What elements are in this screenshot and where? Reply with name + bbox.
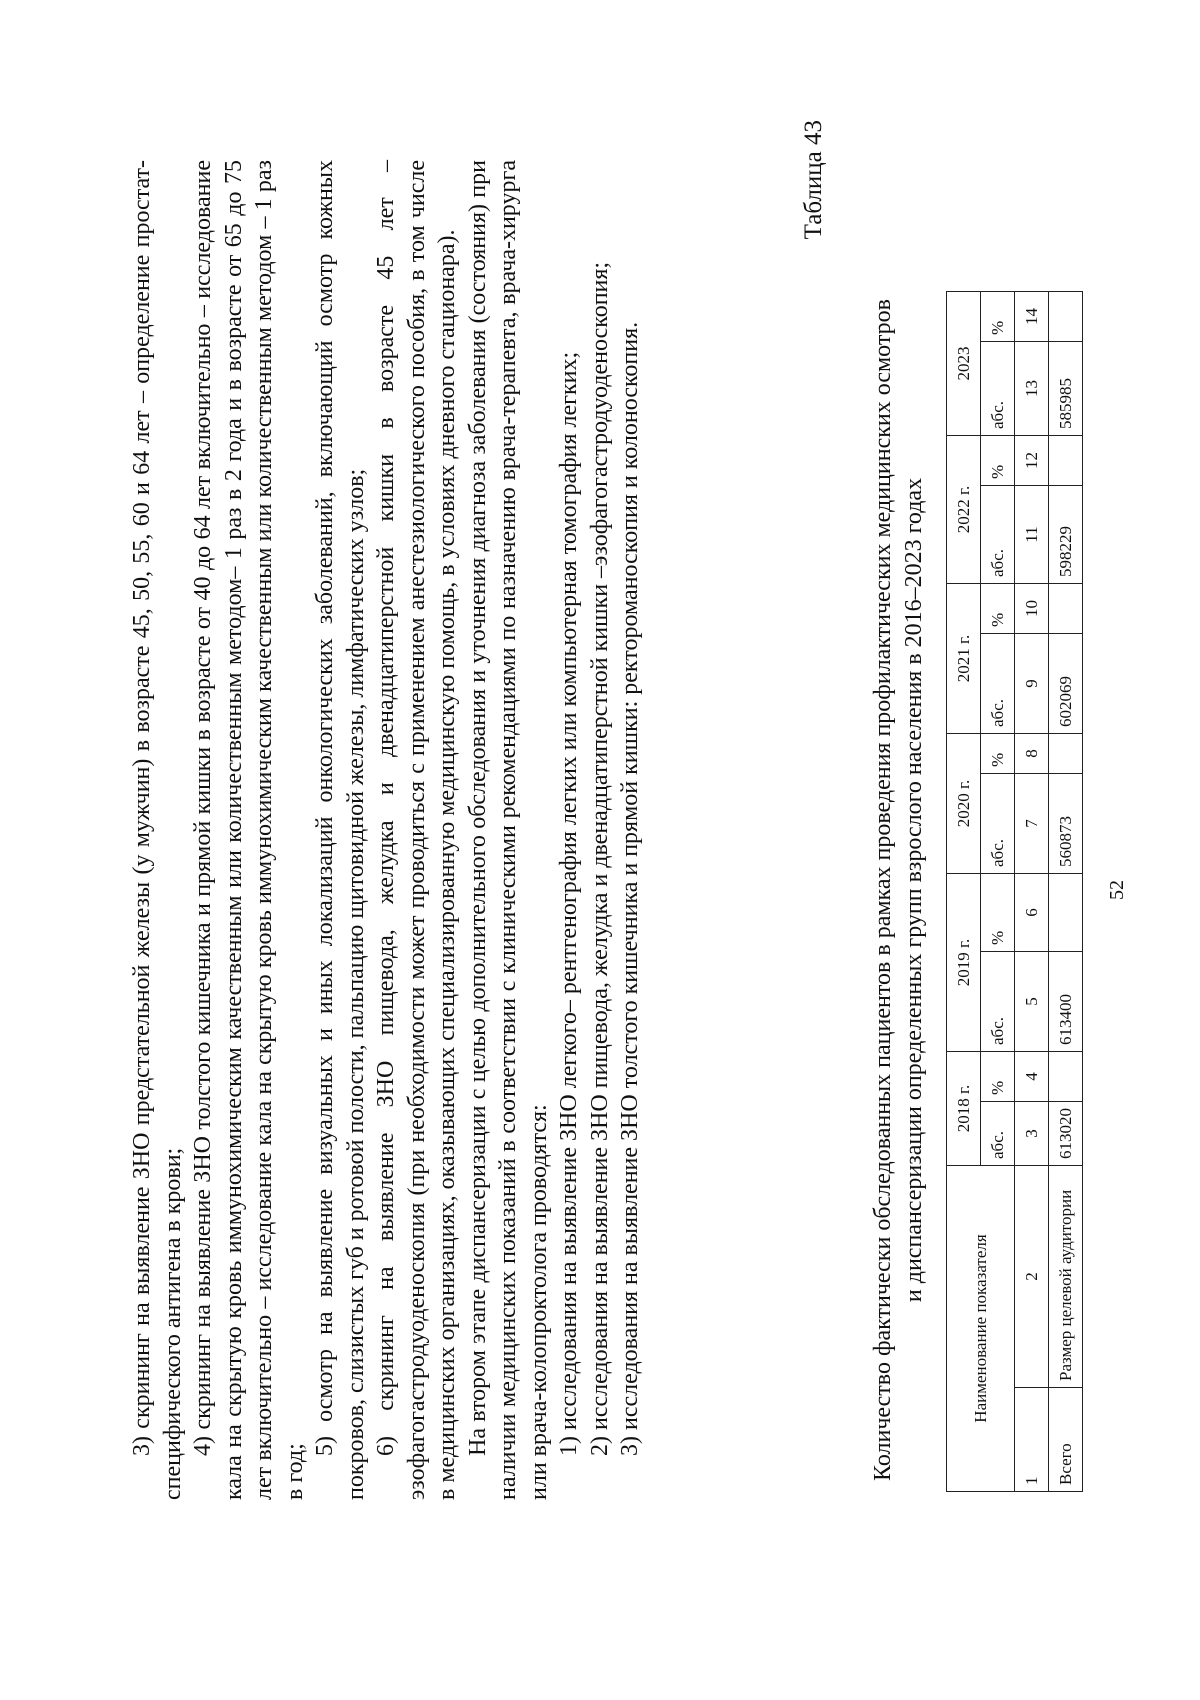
table-cell — [1049, 292, 1083, 342]
row-group-label: Всего — [1049, 1388, 1083, 1492]
paragraph: 6) скрининг на выявление ЗНО пищевода, желудка и двенадцатиперстной кишки в возрасте 45 лет – эзофагогастродуоденоскопия (при необходимости может проводиться с применением анестезиологического пособия, в том числе в медицинских организациях, оказывающих специализированную медицинскую помощь, в условиях дневного стационара). — [373, 160, 460, 1500]
body-text — [127, 160, 646, 1500]
header-year: 2020 г. — [947, 734, 981, 874]
column-number: 1 — [1015, 1388, 1049, 1492]
page-number: 52 — [1106, 880, 1128, 900]
table-cell — [1049, 584, 1083, 634]
column-number: 3 — [1015, 1102, 1049, 1166]
table-cell — [1049, 1052, 1083, 1102]
header-pct: % — [981, 734, 1015, 774]
table-cell — [1049, 436, 1083, 486]
header-pct: % — [981, 1052, 1015, 1102]
header-abs: абс. — [981, 342, 1015, 436]
header-year: 2021 г. — [947, 584, 981, 734]
header-pct: % — [981, 292, 1015, 342]
table-column-numbers-row — [1015, 292, 1049, 1492]
table-cell — [1049, 734, 1083, 774]
header-indicator-name: Наименование показателя — [947, 1166, 1015, 1492]
column-number: 9 — [1015, 634, 1049, 734]
table-header-row-years — [947, 292, 981, 1492]
table-cell: 560873 — [1049, 774, 1083, 874]
column-number: 5 — [1015, 952, 1049, 1052]
header-year: 2018 г. — [947, 1052, 981, 1166]
column-number: 4 — [1015, 1052, 1049, 1102]
paragraph: 3) исследования на выявление ЗНО толстого кишечника и прямой кишки: ректороманоскопия и колоноскопия. — [617, 321, 643, 1456]
table-cell: 585985 — [1049, 342, 1083, 436]
column-number: 2 — [1015, 1166, 1049, 1388]
header-abs: абс. — [981, 774, 1015, 874]
table-cell — [1049, 874, 1083, 952]
header-year: 2019 г. — [947, 874, 981, 1052]
header-abs: абс. — [981, 1102, 1015, 1166]
header-year: 2023 — [947, 292, 981, 436]
header-year: 2022 г. — [947, 436, 981, 584]
header-abs: абс. — [981, 634, 1015, 734]
paragraph: 3) скрининг на выявление ЗНО предстательной железы (у мужчин) в возрасте 45, 50, 55, 60 и 64 лет – определение простат-специфического антигена в крови; — [129, 160, 186, 1500]
statistics-table — [946, 291, 1083, 1492]
header-pct: % — [981, 584, 1015, 634]
table-label: Таблица 43 — [800, 120, 827, 240]
table-row — [1049, 292, 1083, 1492]
table-caption: Количество фактически обследованных пациентов в рамках проведения профилактических медицинских осмотров и диспансеризации определенных групп взрослого населения в 2016–2023 годах — [870, 299, 927, 1481]
column-number: 10 — [1015, 584, 1049, 634]
column-number: 12 — [1015, 436, 1049, 486]
paragraph: На втором этапе диспансеризации с целью дополнительного обследования и уточнения диагноза заболевания (состояния) при наличии медицинских показаний в соответствии с клиническими рекомендациями по назначению врача-терапевта, врача-хирурга или врача-колопроктолога проводятся: — [464, 160, 552, 1500]
header-pct: % — [981, 436, 1015, 486]
paragraph: 4) скрининг на выявление ЗНО толстого кишечника и прямой кишки в возрасте от 40 до 64 лет включительно – исследование кала на скрытую кровь иммунохимическим качественным или количественным методом– 1 раз в 2 года и в возрасте от 65 до 75 лет включительно – исследование кала на скрытую кровь иммунохимическим качественным или количественным методом – 1 раз в год; — [190, 160, 308, 1500]
paragraph: 2) исследования на выявление ЗНО пищевода, желудка и двенадцатиперстной кишки –эзофагогастродуоденоскопия; — [586, 261, 613, 1456]
column-number: 14 — [1015, 292, 1049, 342]
column-number: 7 — [1015, 774, 1049, 874]
table-cell: 598229 — [1049, 486, 1083, 584]
row-indicator-label: Размер целевой аудитории — [1049, 1166, 1083, 1388]
paragraph: 1) исследования на выявление ЗНО легкого– рентгенография легких или компьютерная томография легких; — [556, 351, 582, 1456]
header-pct: % — [981, 874, 1015, 952]
table-cell: 613400 — [1049, 952, 1083, 1052]
table-cell: 602069 — [1049, 634, 1083, 734]
column-number: 13 — [1015, 342, 1049, 436]
column-number: 6 — [1015, 874, 1049, 952]
table-cell: 613020 — [1049, 1102, 1083, 1166]
header-abs: абс. — [981, 952, 1015, 1052]
paragraph: 5) осмотр на выявление визуальных и иных локализаций онкологических заболеваний, включающий осмотр кожных покровов, слизистых губ и ротовой полости, пальпацию щитовидной железы, лимфатических узлов; — [312, 160, 369, 1500]
column-number: 11 — [1015, 486, 1049, 584]
header-abs: абс. — [981, 486, 1015, 584]
column-number: 8 — [1015, 734, 1049, 774]
